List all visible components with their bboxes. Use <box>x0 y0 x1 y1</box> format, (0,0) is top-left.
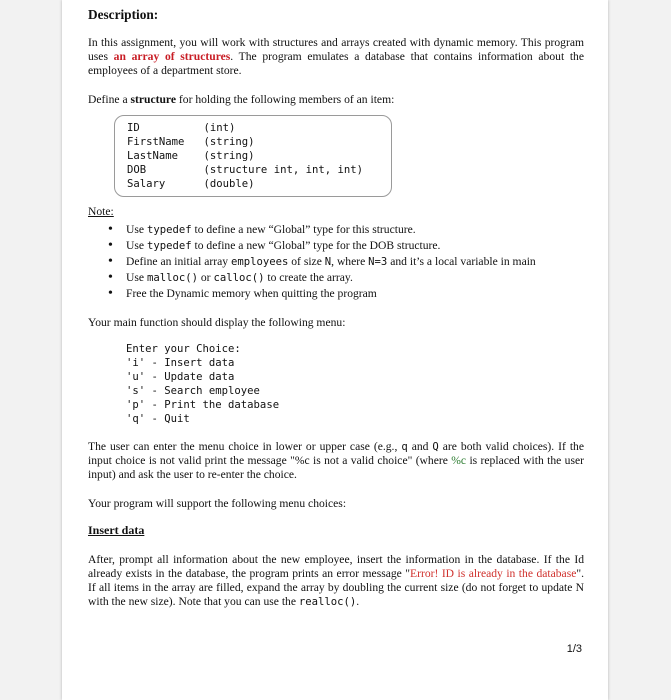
menu-intro: Your main function should display the following menu: <box>88 316 346 329</box>
bullet-text: , where <box>331 255 369 268</box>
struct-line: FirstName (string) <box>127 136 255 148</box>
inline-code: q <box>401 441 408 453</box>
bullet-text: and it’s a local variable in main <box>387 255 536 268</box>
bullet-item <box>108 286 588 302</box>
choice-text: and <box>407 440 433 453</box>
intro-text-2: . The program emulates a database that contains information about the employees of a department store. <box>88 50 585 77</box>
bullet-text: to define a new “Global” type for the DOB structure. <box>191 239 441 252</box>
error-message-highlight: Error! ID is already in the database <box>410 567 577 580</box>
menu-line: 'u' - Update data <box>126 371 235 383</box>
intro-text-1: In this assignment, you will work with structures and arrays created with dynamic memory. This program uses <box>88 36 584 63</box>
bullet-text: Free the Dynamic memory when quitting the program <box>126 287 377 300</box>
percent-c-highlight: %c <box>451 454 467 467</box>
bullet-text: Use <box>126 271 147 284</box>
page-number: 1/3 <box>566 643 582 655</box>
bullet-item <box>108 270 588 286</box>
struct-line: ID (int) <box>127 122 236 134</box>
inline-code: calloc() <box>213 272 265 284</box>
bullet-text: Define an initial array <box>126 255 231 268</box>
bullet-text: or <box>197 271 214 284</box>
bullet-text: to create the array. <box>264 271 353 284</box>
menu-line: Enter your Choice: <box>126 343 241 355</box>
struct-line: LastName (string) <box>127 150 255 162</box>
insert-paragraph <box>88 553 584 609</box>
bullet-text: to define a new “Global” type for this structure. <box>191 223 416 236</box>
note-bullet-list <box>108 222 588 302</box>
inline-code: employees <box>230 256 289 268</box>
bullet-text: Use <box>126 223 147 236</box>
inline-code: N=3 <box>368 256 388 268</box>
inline-code: realloc() <box>298 596 357 608</box>
menu-line: 'q' - Quit <box>126 413 190 425</box>
menu-line: 'p' - Print the database <box>126 399 280 411</box>
insert-text: After, prompt all information about the new employee, insert the information in the database. If the Id already exists in the database, the program prints an error message " <box>88 553 584 580</box>
define-prefix: Define a <box>88 93 131 106</box>
choice-text: are both valid choices). If the input choice is not valid print the message "%c is not a valid choice" (where <box>88 440 585 467</box>
document-page <box>62 0 608 700</box>
bullet-item <box>108 254 588 270</box>
define-suffix: for holding the following members of an item: <box>176 93 395 106</box>
bullet-text: Use <box>126 239 147 252</box>
inline-code: typedef <box>146 240 192 252</box>
bullet-text: of size <box>288 255 325 268</box>
struct-line: DOB (structure int, int, int) <box>127 164 363 176</box>
choice-paragraph <box>88 440 584 482</box>
menu-line: 's' - Search employee <box>126 385 260 397</box>
choice-text: The user can enter the menu choice in lower or upper case (e.g., <box>88 440 402 453</box>
insert-text: . <box>356 595 360 608</box>
inline-code: typedef <box>146 224 192 236</box>
insert-data-heading: Insert data <box>88 523 145 537</box>
intro-paragraph <box>88 36 584 78</box>
bullet-item <box>108 222 588 238</box>
struct-line: Salary (double) <box>127 178 255 190</box>
inline-code: N <box>324 256 332 268</box>
insert-text: ". If all items in the array are filled, expand the array by doubling the current size (do not forget to update N with the new size). Note that you can use the <box>88 567 584 608</box>
define-bold: structure <box>130 93 177 106</box>
menu-line: 'i' - Insert data <box>126 357 235 369</box>
inline-code: Q <box>432 441 439 453</box>
note-label: Note: <box>88 205 114 218</box>
intro-highlight: an array of structures <box>113 50 231 63</box>
inline-code: malloc() <box>146 272 198 284</box>
struct-code-box <box>114 115 392 197</box>
choice-text: is replaced with the user input) and ask the user to re-enter the choice. <box>88 454 585 481</box>
support-line: Your program will support the following menu choices: <box>88 497 347 510</box>
define-paragraph <box>88 93 584 107</box>
bullet-item <box>108 238 588 254</box>
description-title: Description: <box>88 7 159 22</box>
